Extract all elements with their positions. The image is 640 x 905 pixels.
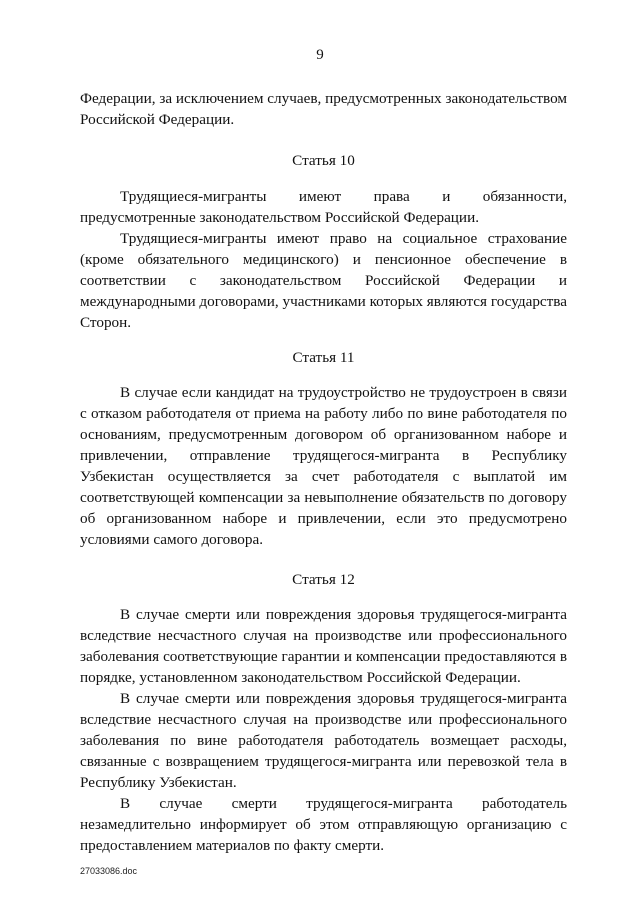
footer-filename: 27033086.doc (80, 866, 138, 876)
article-paragraph: В случае смерти или повреждения здоровья трудящегося-мигранта вследствие несчастного случая на производстве или профессионального заболевания по вине работодателя работодатель возмещает расходы, связанные с возвращением трудящегося-мигранта или перевозкой тела в Республику Узбекистан. (80, 690, 567, 791)
article-paragraph: Трудящиеся-мигранты имеют права и обязанности, предусмотренные законодательством Российской Федерации. (80, 188, 567, 226)
document-body (80, 88, 567, 856)
article-11 (80, 347, 567, 550)
article-heading: Статья 12 (292, 571, 355, 588)
article-heading: Статья 11 (292, 349, 355, 366)
opening-paragraph: Федерации, за исключением случаев, предусмотренных законодательством Российской Федерации. (80, 90, 567, 128)
article-12 (80, 569, 567, 856)
article-paragraph: В случае смерти или повреждения здоровья трудящегося-мигранта вследствие несчастного случая на производстве или профессионального заболевания соответствующие гарантии и компенсации предоставляются в порядке, установленном законодательством Российской Федерации. (80, 606, 567, 686)
page-number: 9 (316, 47, 324, 63)
article-10 (80, 150, 567, 333)
article-paragraph: В случае смерти трудящегося-мигранта работодатель незамедлительно информирует об этом отправляющую организацию с предоставлением материалов по факту смерти. (80, 795, 567, 854)
article-paragraph: Трудящиеся-мигранты имеют право на социальное страхование (кроме обязательного медицинского) и пенсионное обеспечение в соответствии с законодательством Российской Федерации и международными договорами, участниками которых являются государства Сторон. (80, 230, 567, 331)
article-heading: Статья 10 (292, 152, 355, 169)
article-paragraph: В случае если кандидат на трудоустройство не трудоустроен в связи с отказом работодателя от приема на работу либо по вине работодателя по основаниям, предусмотренным договором об организованном наборе и привлечении, отправление трудящегося-мигранта в Республику Узбекистан осуществляется за счет работодателя с выплатой им соответствующей компенсации за невыполнение обязательств по договору об организованном наборе и привлечении, если это предусмотрено условиями самого договора. (80, 384, 567, 548)
